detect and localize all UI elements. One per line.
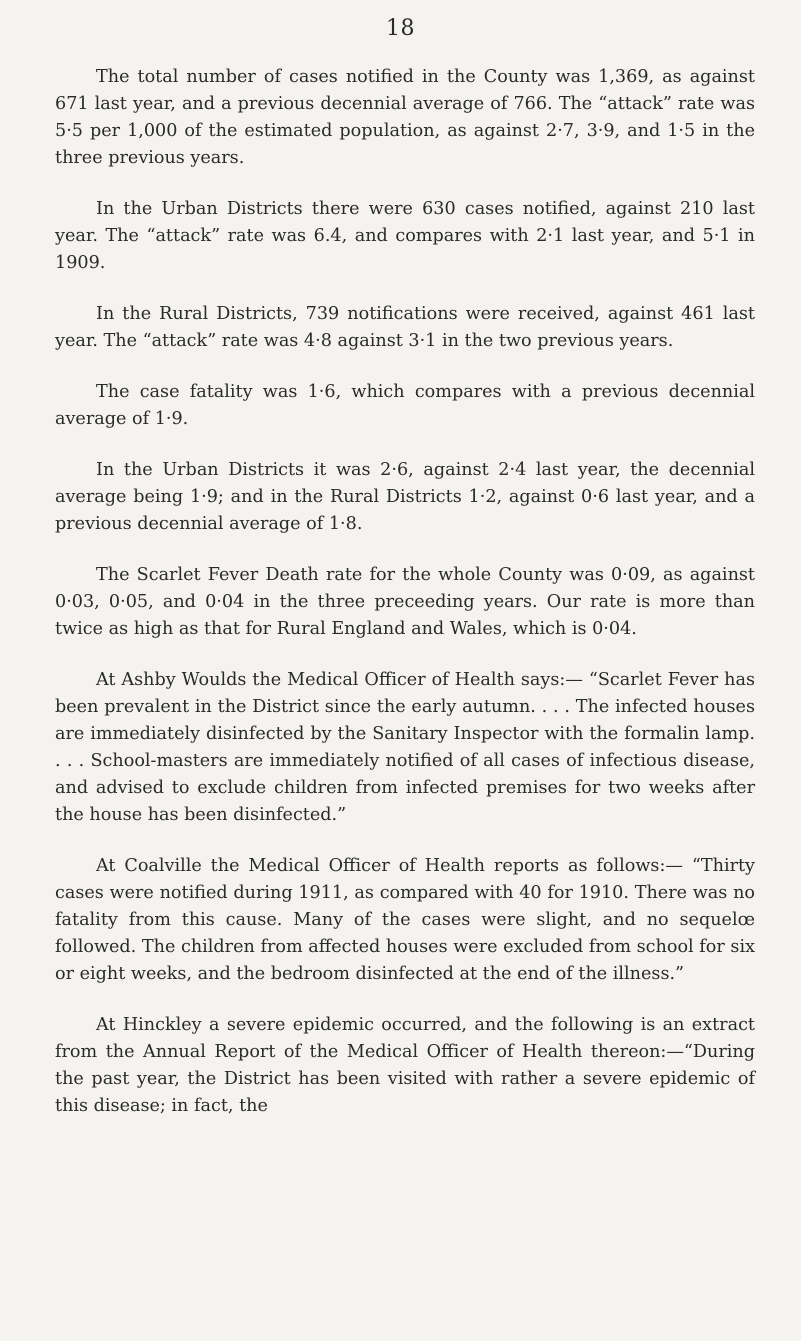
paragraph-urban-rural-fatality: In the Urban Districts it was 2·6, against 2·4 last year, the decennial average being 1·9; and in the Rural Districts 1·2, against 0·6 last year, and a previous decennial average of 1·8. — [55, 460, 755, 534]
page-number: 18 — [386, 16, 415, 41]
paragraph-total-cases: The total number of cases notified in the County was 1,369, as against 671 last year, and a previous decennial average of 766. The “attack” rate was 5·5 per 1,000 of the estimated population, as against 2·7, 3·9, and 1·5 in the three previous years. — [55, 67, 755, 168]
paragraph-case-fatality: The case fatality was 1·6, which compares with a previous decennial average of 1·9. — [55, 382, 755, 429]
paragraph-urban-districts: In the Urban Districts there were 630 cases notified, against 210 last year. The “attack” rate was 6.4, and compares with 2·1 last year, and 5·1 in 1909. — [55, 199, 755, 273]
paragraph-coalville: At Coalville the Medical Officer of Health reports as follows:— “Thirty cases were notified during 1911, as compared with 40 for 1910. There was no fatality from this cause. Many of the cases were slight, and no sequelœ followed. The children from affected houses were excluded from school for six or eight weeks, and the bedroom disinfected at the end of the illness.” — [55, 856, 755, 984]
body-text — [55, 64, 755, 1144]
paragraph-rural-districts: In the Rural Districts, 739 notifications were received, against 461 last year. The “attack” rate was 4·8 against 3·1 in the two previous years. — [55, 304, 755, 351]
paragraph-hinckley: At Hinckley a severe epidemic occurred, and the following is an extract from the Annual Report of the Medical Officer of Health thereon:—“During the past year, the District has been visited with rather a severe epidemic of this disease; in fact, the — [55, 1015, 755, 1116]
paragraph-death-rate: The Scarlet Fever Death rate for the whole County was 0·09, as against 0·03, 0·05, and 0·04 in the three preceeding years. Our rate is more than twice as high as that for Rural England and Wales, which is 0·04. — [55, 565, 755, 639]
paragraph-ashby-woulds: At Ashby Woulds the Medical Officer of Health says:— “Scarlet Fever has been prevalent in the District since the early autumn. . . . The infected houses are immediately disinfected by the Sanitary Inspector with the formalin lamp. . . . School-masters are immediately notified of all cases of infectious disease, and advised to exclude children from infected premises for two weeks after the house has been disinfected.” — [55, 670, 755, 825]
